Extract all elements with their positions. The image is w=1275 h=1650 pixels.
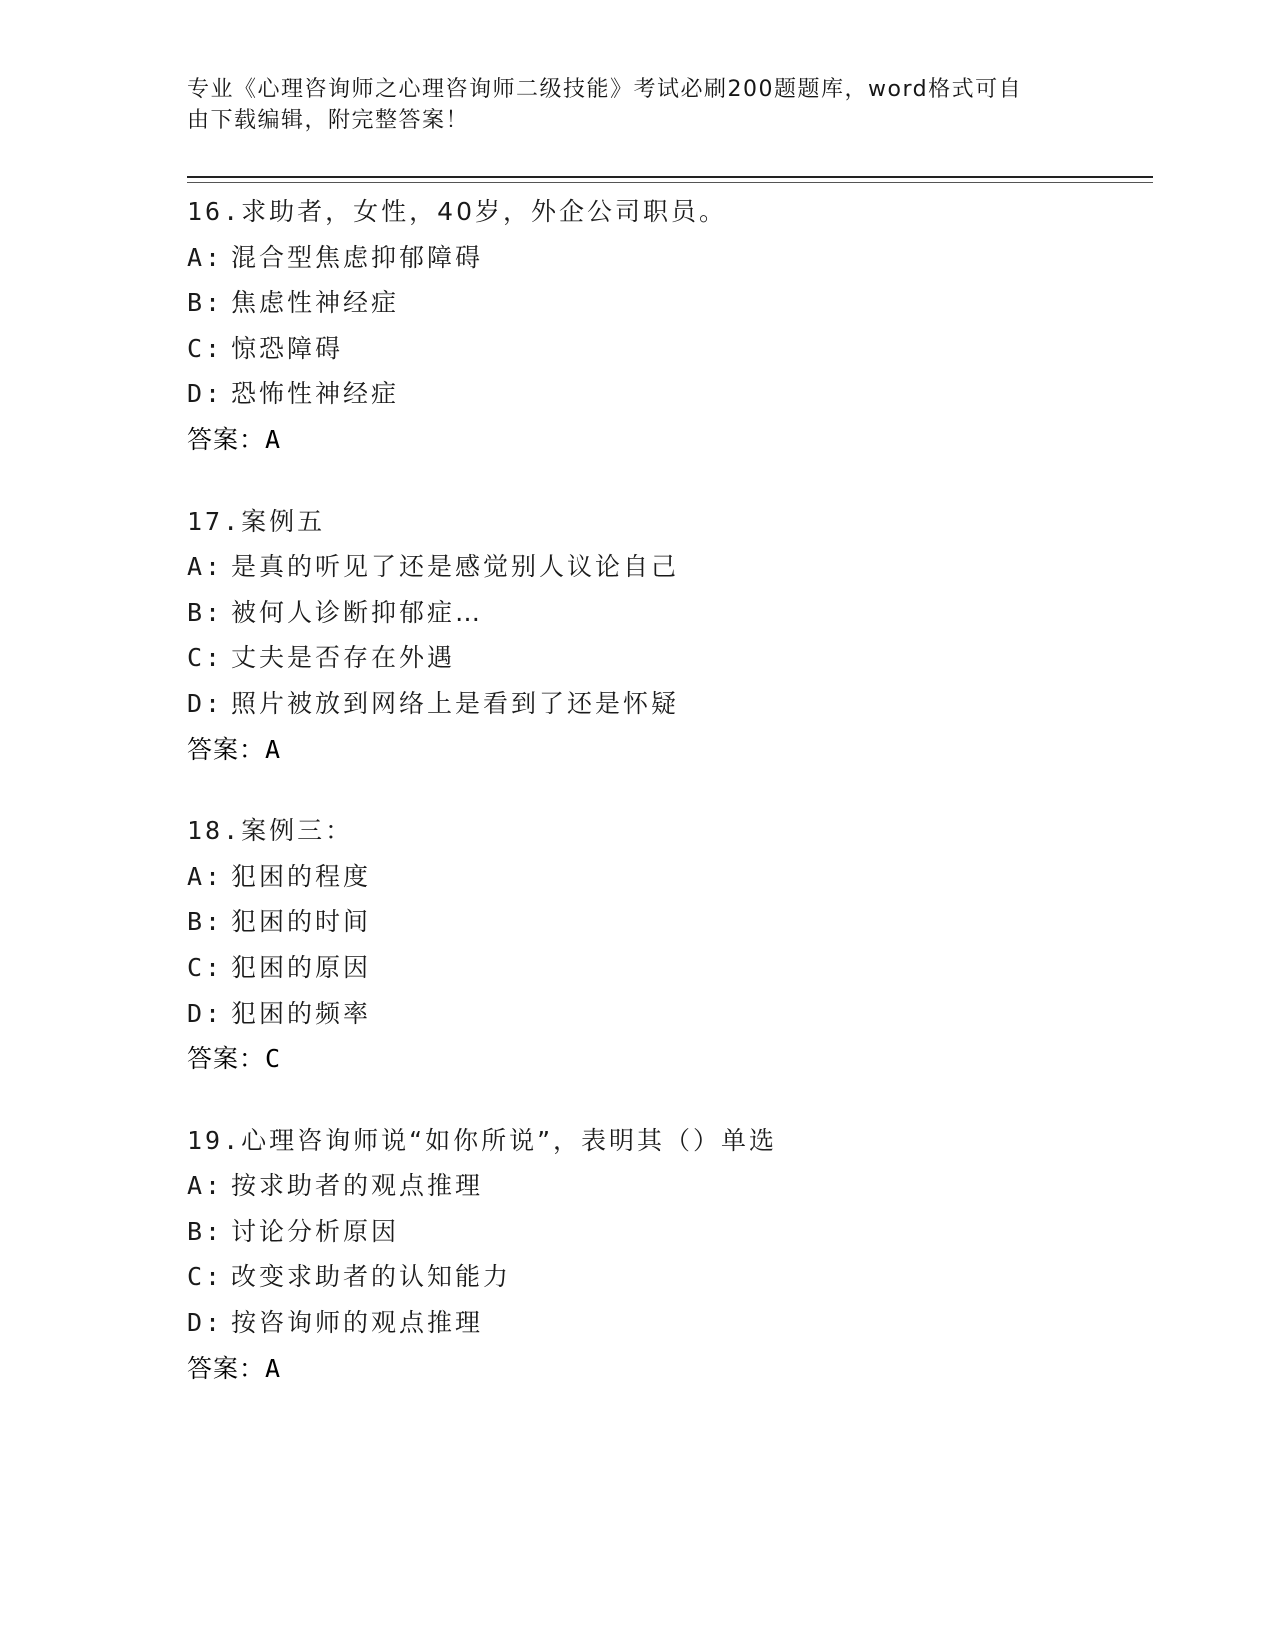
answer-value: A [265,1353,282,1383]
option-b [187,590,1153,636]
option-text: 照片被放到网络上是看到了还是怀疑 [231,688,680,718]
question-stem [187,808,1153,854]
option-label: D: [187,998,224,1028]
option-text: 是真的听见了还是感觉别人议论自己 [231,552,680,582]
option-c [187,945,1153,991]
option-text: 犯困的程度 [231,861,372,891]
option-text: 恐怖性神经症 [231,379,400,409]
option-c [187,635,1153,681]
option-text: 按咨询师的观点推理 [231,1308,484,1338]
option-text: 混合型焦虑抑郁障碍 [231,242,484,272]
answer-line [187,417,1153,463]
option-text: 焦虑性神经症 [231,288,400,318]
option-text: 丈夫是否存在外遇 [231,643,456,673]
option-b [187,1209,1153,1255]
option-label: A: [187,552,224,582]
question-stem [187,499,1153,545]
option-label: C: [187,643,224,673]
header-line-1: 专业《心理咨询师之心理咨询师二级技能》考试必刷200题题库，word格式可自 [187,77,1023,102]
option-a [187,544,1153,590]
question-19 [187,1118,1153,1392]
option-label: B: [187,1216,224,1246]
answer-prefix: 答案： [187,424,266,454]
option-text: 犯困的原因 [231,952,372,982]
option-text: 讨论分析原因 [231,1216,400,1246]
option-d [187,1300,1153,1346]
question-number: 19. [187,1125,242,1155]
answer-prefix: 答案： [187,1353,266,1383]
option-label: A: [187,1171,224,1201]
answer-prefix: 答案： [187,1044,266,1074]
option-d [187,371,1153,417]
header-divider-thin [187,182,1153,183]
document-header [187,74,1067,136]
question-text: 案例五 [241,506,326,536]
question-number: 16. [187,197,242,226]
option-a [187,235,1153,281]
option-label: D: [187,379,224,409]
option-c [187,1254,1153,1300]
question-stem [187,1118,1153,1164]
option-label: C: [187,952,224,982]
header-divider-thick [187,176,1153,178]
option-c [187,326,1153,372]
question-list [187,189,1153,1427]
option-text: 按求助者的观点推理 [231,1171,484,1201]
option-label: B: [187,288,224,318]
option-d [187,991,1153,1037]
option-a [187,854,1153,900]
answer-value: A [265,424,282,454]
answer-line [187,1036,1153,1082]
answer-value: C [265,1044,282,1074]
answer-value: A [265,734,282,764]
answer-line [187,727,1153,773]
question-stem [187,189,1153,235]
question-18 [187,808,1153,1082]
option-b [187,280,1153,326]
option-label: D: [187,1308,224,1338]
option-b [187,899,1153,945]
option-text: 惊恐障碍 [231,333,344,363]
option-d [187,681,1153,727]
question-16 [187,189,1153,463]
question-text: 求助者，女性，40岁，外企公司职员。 [241,197,727,226]
option-label: C: [187,1262,224,1292]
option-label: D: [187,688,224,718]
question-text: 案例三： [241,816,354,846]
option-a [187,1163,1153,1209]
option-text: 犯困的频率 [231,998,372,1028]
option-label: A: [187,242,224,272]
question-text: 心理咨询师说“如你所说”，表明其（）单选 [241,1125,778,1155]
option-text: 改变求助者的认知能力 [231,1262,512,1292]
option-label: A: [187,861,224,891]
answer-prefix: 答案： [187,734,266,764]
option-text: 犯困的时间 [231,907,372,937]
answer-line [187,1346,1153,1392]
option-text: 被何人诊断抑郁症… [231,597,484,627]
question-number: 17. [187,506,242,536]
header-line-2: 由下载编辑，附完整答案！ [187,108,470,133]
option-label: B: [187,907,224,937]
option-label: B: [187,597,224,627]
question-number: 18. [187,816,242,846]
option-label: C: [187,333,224,363]
question-17 [187,499,1153,773]
